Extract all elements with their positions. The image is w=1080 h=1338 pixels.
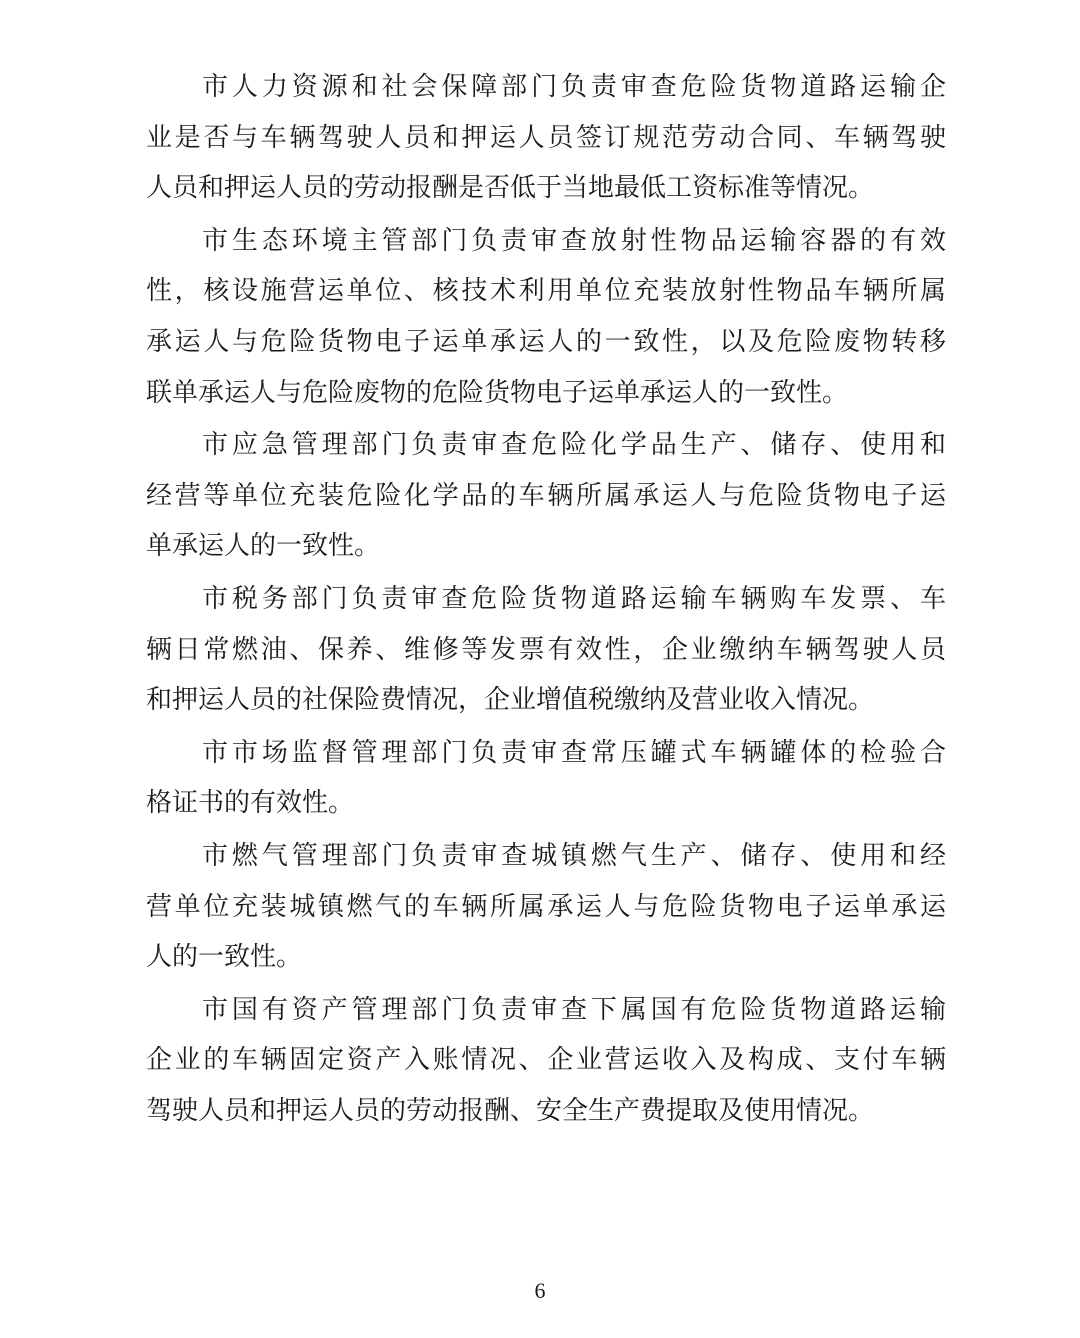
paragraph: [146, 62, 946, 214]
paragraph-line: 性，核设施营运单位、核技术利用单位充装放射性物品车辆所属: [146, 276, 946, 307]
page-number: 6: [534, 1278, 546, 1303]
paragraph-line: 人的一致性。: [146, 942, 303, 973]
paragraph-line: 企业的车辆固定资产入账情况、企业营运收入及构成、支付车辆: [146, 1045, 946, 1076]
paragraph-line: 格证书的有效性。: [146, 788, 355, 819]
paragraph-line: 市应急管理部门负责审查危险化学品生产、储存、使用和: [202, 430, 946, 461]
paragraph: [146, 831, 946, 983]
paragraph-line: 人员和押运人员的劳动报酬是否低于当地最低工资标准等情况。: [146, 173, 875, 204]
paragraph-line: 经营等单位充装危险化学品的车辆所属承运人与危险货物电子运: [146, 480, 946, 511]
paragraph-line: 市税务部门负责审查危险货物道路运输车辆购车发票、车: [202, 583, 946, 614]
paragraph-line: 业是否与车辆驾驶人员和押运人员签订规范劳动合同、车辆驾驶: [146, 122, 946, 153]
paragraph: [146, 728, 946, 829]
paragraph: [146, 216, 946, 418]
paragraph-line: 市国有资产管理部门负责审查下属国有危险货物道路运输: [202, 994, 946, 1025]
paragraph: [146, 420, 946, 572]
paragraph-line: 市人力资源和社会保障部门负责审查危险货物道路运输企: [202, 72, 946, 102]
paragraph-line: 联单承运人与危险废物的危险货物电子运单承运人的一致性。: [146, 377, 849, 408]
paragraph-line: 驾驶人员和押运人员的劳动报酬、安全生产费提取及使用情况。: [146, 1095, 875, 1126]
paragraph-line: 和押运人员的社保险费情况，企业增值税缴纳及营业收入情况。: [146, 685, 875, 716]
paragraph-line: 承运人与危险货物电子运单承运人的一致性，以及危险废物转移: [146, 326, 946, 357]
paragraph-line: 市生态环境主管部门负责审查放射性物品运输容器的有效: [202, 225, 946, 256]
paragraph: [146, 574, 946, 726]
paragraph-line: 营单位充装城镇燃气的车辆所属承运人与危险货物电子运单承运: [146, 891, 946, 922]
paragraph-line: 辆日常燃油、保养、维修等发票有效性，企业缴纳车辆驾驶人员: [146, 634, 946, 665]
paragraph-line: 市燃气管理部门负责审查城镇燃气生产、储存、使用和经: [202, 840, 946, 871]
paragraph-line: 市市场监督管理部门负责审查常压罐式车辆罐体的检验合: [202, 737, 946, 768]
paragraph: [146, 985, 946, 1137]
paragraph-line: 单承运人的一致性。: [146, 531, 381, 562]
document-body: [146, 62, 946, 1138]
